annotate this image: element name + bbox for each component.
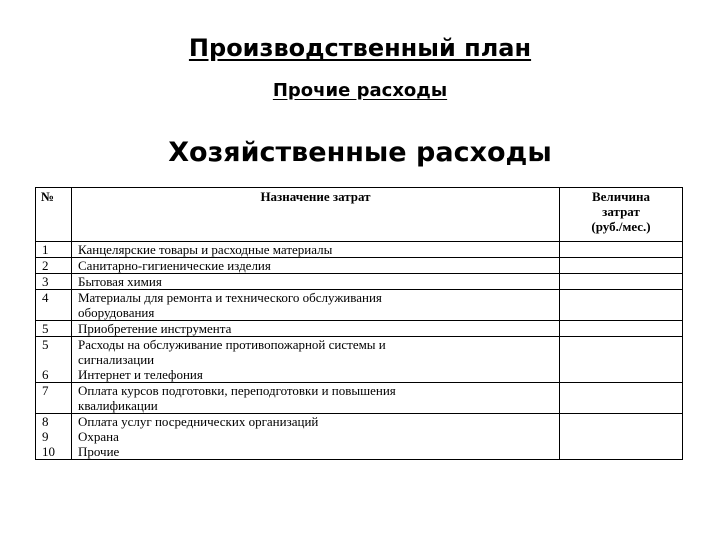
row-purpose-cell xyxy=(72,290,560,321)
row-purpose-text: оборудования xyxy=(78,305,155,320)
header-amount-line: затрат xyxy=(602,204,640,219)
row-amount-cell[interactable] xyxy=(560,321,683,337)
row-number: 3 xyxy=(42,274,49,289)
row-number xyxy=(42,352,68,367)
table-row xyxy=(36,242,683,258)
row-number: 1 xyxy=(42,242,49,257)
row-amount-cell[interactable] xyxy=(560,242,683,258)
table-body xyxy=(36,242,683,460)
header-purpose: Назначение затрат xyxy=(72,188,560,242)
row-number: 5 xyxy=(42,321,49,336)
row-purpose-text: Оплата услуг посреднических организаций xyxy=(78,414,319,429)
row-amount-cell[interactable] xyxy=(560,414,683,460)
table-row xyxy=(36,274,683,290)
page-title: Производственный план xyxy=(188,34,532,62)
row-purpose-text: Прочие xyxy=(78,444,120,459)
header-amount-line: Величина xyxy=(591,189,651,204)
row-purpose-cell xyxy=(72,321,560,337)
row-number: 5 xyxy=(42,337,49,352)
row-purpose-cell xyxy=(72,337,560,383)
row-number-cell xyxy=(36,274,72,290)
header-number: № xyxy=(36,188,72,242)
row-purpose-cell xyxy=(72,274,560,290)
page-subtitle: Прочие расходы xyxy=(272,80,448,101)
row-number-cell xyxy=(36,337,72,383)
row-amount-cell[interactable] xyxy=(560,337,683,383)
section-title: Хозяйственные расходы xyxy=(168,137,552,168)
row-amount-cell[interactable] xyxy=(560,258,683,274)
row-purpose-text: сигнализации xyxy=(78,352,155,367)
row-number: 9 xyxy=(42,429,49,444)
row-amount-cell[interactable] xyxy=(560,383,683,414)
header-amount xyxy=(560,188,683,242)
row-number-cell xyxy=(36,383,72,414)
row-purpose-cell xyxy=(72,383,560,414)
row-purpose-text: Расходы на обслуживание противопожарной системы и xyxy=(78,337,386,352)
table-row xyxy=(36,414,683,460)
row-purpose-text: Бытовая химия xyxy=(78,274,162,289)
row-purpose-cell xyxy=(72,414,560,460)
row-purpose-cell xyxy=(72,242,560,258)
row-number: 4 xyxy=(42,290,49,305)
row-number: 7 xyxy=(42,383,49,398)
expenses-table xyxy=(35,187,683,460)
table-row xyxy=(36,290,683,321)
row-number-cell xyxy=(36,290,72,321)
table-header-row xyxy=(36,188,683,242)
row-amount-cell[interactable] xyxy=(560,274,683,290)
row-purpose-text: квалификации xyxy=(78,398,158,413)
row-purpose-text: Оплата курсов подготовки, переподготовки и повышения xyxy=(78,383,396,398)
header-amount-line: (руб./мес.) xyxy=(591,219,651,234)
row-purpose-cell xyxy=(72,258,560,274)
table-row xyxy=(36,258,683,274)
row-number-cell xyxy=(36,258,72,274)
row-purpose-text: Приобретение инструмента xyxy=(78,321,232,336)
row-purpose-text: Канцелярские товары и расходные материалы xyxy=(78,242,333,257)
row-purpose-text: Интернет и телефония xyxy=(78,367,203,382)
row-amount-cell[interactable] xyxy=(560,290,683,321)
row-purpose-text: Охрана xyxy=(78,429,119,444)
row-purpose-text: Санитарно-гигиенические изделия xyxy=(78,258,271,273)
row-number-cell xyxy=(36,414,72,460)
row-number-cell xyxy=(36,242,72,258)
row-number-cell xyxy=(36,321,72,337)
row-number: 6 xyxy=(42,367,49,382)
row-purpose-text: Материалы для ремонта и технического обслуживания xyxy=(78,290,382,305)
table-row xyxy=(36,337,683,383)
row-number: 8 xyxy=(42,414,49,429)
table-row xyxy=(36,321,683,337)
row-number: 10 xyxy=(42,444,55,459)
row-number: 2 xyxy=(42,258,49,273)
table-row xyxy=(36,383,683,414)
